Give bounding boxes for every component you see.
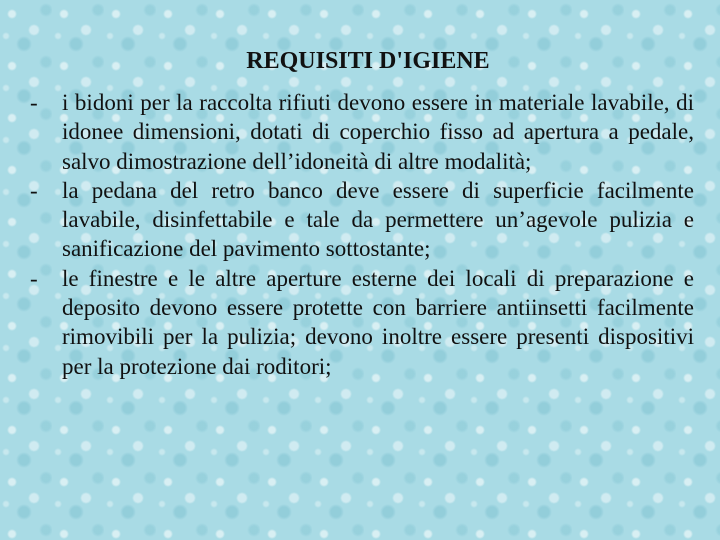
bullet-dash: - xyxy=(30,177,38,203)
slide-title: REQUISITI D'IGIENE xyxy=(246,48,490,74)
bullet-dash: - xyxy=(30,265,38,291)
list-item-text: i bidoni per la raccolta rifiuti devono essere in materiale lavabile, di idonee dimensioni, dotati di coperchio fisso ad apertura a pedale, salvo dimostrazione dell’idoneità di altre modalità; xyxy=(62,90,694,174)
bullet-dash: - xyxy=(30,90,38,115)
list-item-text: la pedana del retro banco deve essere di superficie facilmente lavabile, disinfettabile e tale da permettere un’agevole pulizia e sanificazione del pavimento sottostante; xyxy=(62,177,694,262)
list-item xyxy=(30,88,694,176)
list-item xyxy=(30,176,694,264)
requirements-list xyxy=(30,88,694,381)
list-item xyxy=(30,264,694,381)
list-item-text: le finestre e le altre aperture esterne dei locali di preparazione e deposito devono essere protette con barriere antiinsetti facilmente rimovibili per la pulizia; devono inoltre essere presenti dispositivi per la protezione dai roditori; xyxy=(62,265,694,379)
